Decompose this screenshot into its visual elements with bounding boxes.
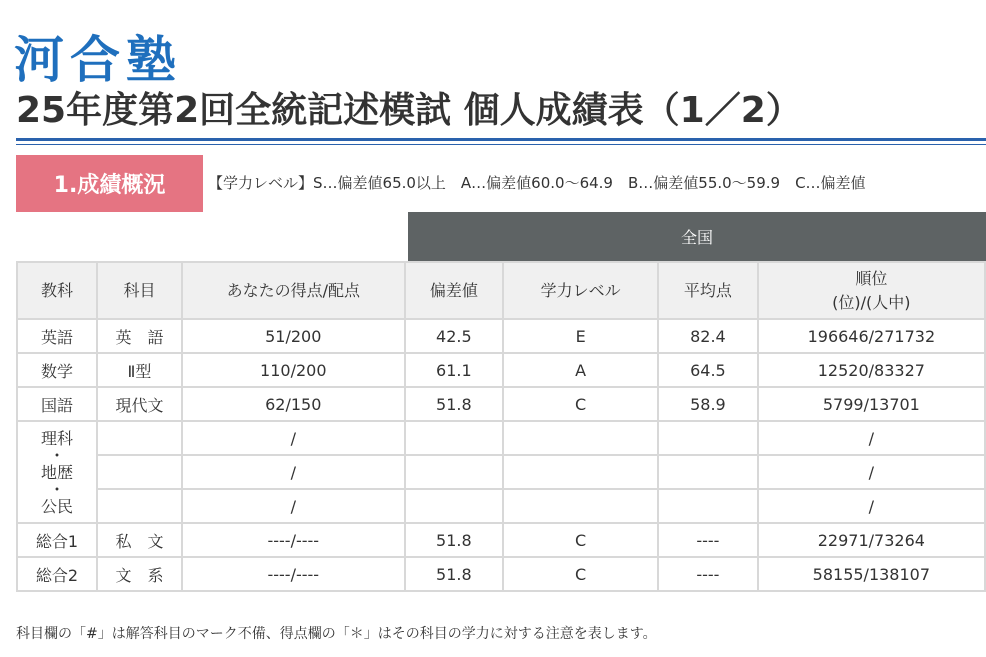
cell-average: ----	[658, 557, 758, 591]
col-header-deviation: 偏差値	[405, 262, 504, 319]
cell-area: 国語	[17, 387, 97, 421]
title-divider-thick	[16, 138, 986, 141]
rank-header-line2: (位)/(人中)	[832, 292, 911, 312]
cell-area: 英語	[17, 319, 97, 353]
cell-area-science-history-civics	[17, 421, 97, 523]
cell-score: 110/200	[182, 353, 405, 387]
cell-rank: /	[758, 489, 985, 523]
cell-subject: 文 系	[97, 557, 182, 591]
table-row	[17, 557, 985, 591]
cell-subject: Ⅱ型	[97, 353, 182, 387]
cell-subject: 英 語	[97, 319, 182, 353]
cell-average	[658, 455, 758, 489]
cell-rank: 5799/13701	[758, 387, 985, 421]
kawaijuku-logo: 河合塾	[14, 31, 182, 89]
title-divider-thin	[16, 144, 986, 145]
cell-deviation: 51.8	[405, 387, 504, 421]
area-line-civics: 公民	[40, 496, 73, 516]
col-header-score: あなたの得点/配点	[182, 262, 405, 319]
area-separator-dot: ・	[48, 479, 65, 499]
level-legend: 【学力レベル】S…偏差値65.0以上 A…偏差値60.0～64.9 B…偏差値55.0～59.9 C…偏差値	[208, 174, 866, 192]
cell-subject	[97, 421, 182, 455]
cell-score: /	[182, 421, 405, 455]
col-header-average: 平均点	[658, 262, 758, 319]
cell-area: 総合1	[17, 523, 97, 557]
page-title: 25年度第2回全統記述模試 個人成績表（1／2）	[16, 90, 802, 131]
cell-level	[503, 455, 658, 489]
col-header-subject-area: 教科	[17, 262, 97, 319]
cell-score: ----/----	[182, 523, 405, 557]
rank-header-line1: 順位	[855, 268, 888, 288]
cell-average: 58.9	[658, 387, 758, 421]
cell-area: 総合2	[17, 557, 97, 591]
cell-score: 62/150	[182, 387, 405, 421]
cell-deviation	[405, 489, 504, 523]
national-group-header: 全国	[408, 212, 986, 261]
col-header-subject: 科目	[97, 262, 182, 319]
cell-level: C	[503, 523, 658, 557]
cell-rank: /	[758, 455, 985, 489]
cell-deviation	[405, 421, 504, 455]
cell-subject: 私 文	[97, 523, 182, 557]
cell-deviation	[405, 455, 504, 489]
cell-subject	[97, 489, 182, 523]
table-header-row	[17, 262, 985, 319]
cell-level: C	[503, 557, 658, 591]
table-row	[17, 387, 985, 421]
cell-average	[658, 421, 758, 455]
table-row	[17, 455, 985, 489]
section-badge-score-summary: 1.成績概況	[16, 155, 203, 212]
cell-level: A	[503, 353, 658, 387]
area-separator-dot: ・	[48, 445, 65, 465]
cell-average: ----	[658, 523, 758, 557]
area-line-history: 地歴	[40, 462, 73, 482]
cell-average: 82.4	[658, 319, 758, 353]
table-row	[17, 523, 985, 557]
cell-score: 51/200	[182, 319, 405, 353]
table-row	[17, 421, 985, 455]
cell-rank: 196646/271732	[758, 319, 985, 353]
cell-subject: 現代文	[97, 387, 182, 421]
cell-deviation: 51.8	[405, 557, 504, 591]
cell-average: 64.5	[658, 353, 758, 387]
cell-score: /	[182, 455, 405, 489]
cell-rank: 58155/138107	[758, 557, 985, 591]
table-row	[17, 353, 985, 387]
cell-level: E	[503, 319, 658, 353]
table-row	[17, 319, 985, 353]
cell-rank: 22971/73264	[758, 523, 985, 557]
col-header-level: 学力レベル	[503, 262, 658, 319]
col-header-rank	[758, 262, 985, 319]
cell-deviation: 51.8	[405, 523, 504, 557]
cell-level	[503, 489, 658, 523]
cell-rank: 12520/83327	[758, 353, 985, 387]
footnote: 科目欄の「#」は解答科目のマーク不備、得点欄の「＊」はその科目の学力に対する注意を表します。	[16, 626, 657, 642]
cell-score: ----/----	[182, 557, 405, 591]
cell-level	[503, 421, 658, 455]
cell-deviation: 42.5	[405, 319, 504, 353]
cell-score: /	[182, 489, 405, 523]
cell-rank: /	[758, 421, 985, 455]
score-table	[16, 261, 986, 592]
table-row	[17, 489, 985, 523]
cell-average	[658, 489, 758, 523]
area-line-science: 理科	[40, 428, 73, 448]
cell-subject	[97, 455, 182, 489]
cell-level: C	[503, 387, 658, 421]
cell-deviation: 61.1	[405, 353, 504, 387]
cell-area: 数学	[17, 353, 97, 387]
